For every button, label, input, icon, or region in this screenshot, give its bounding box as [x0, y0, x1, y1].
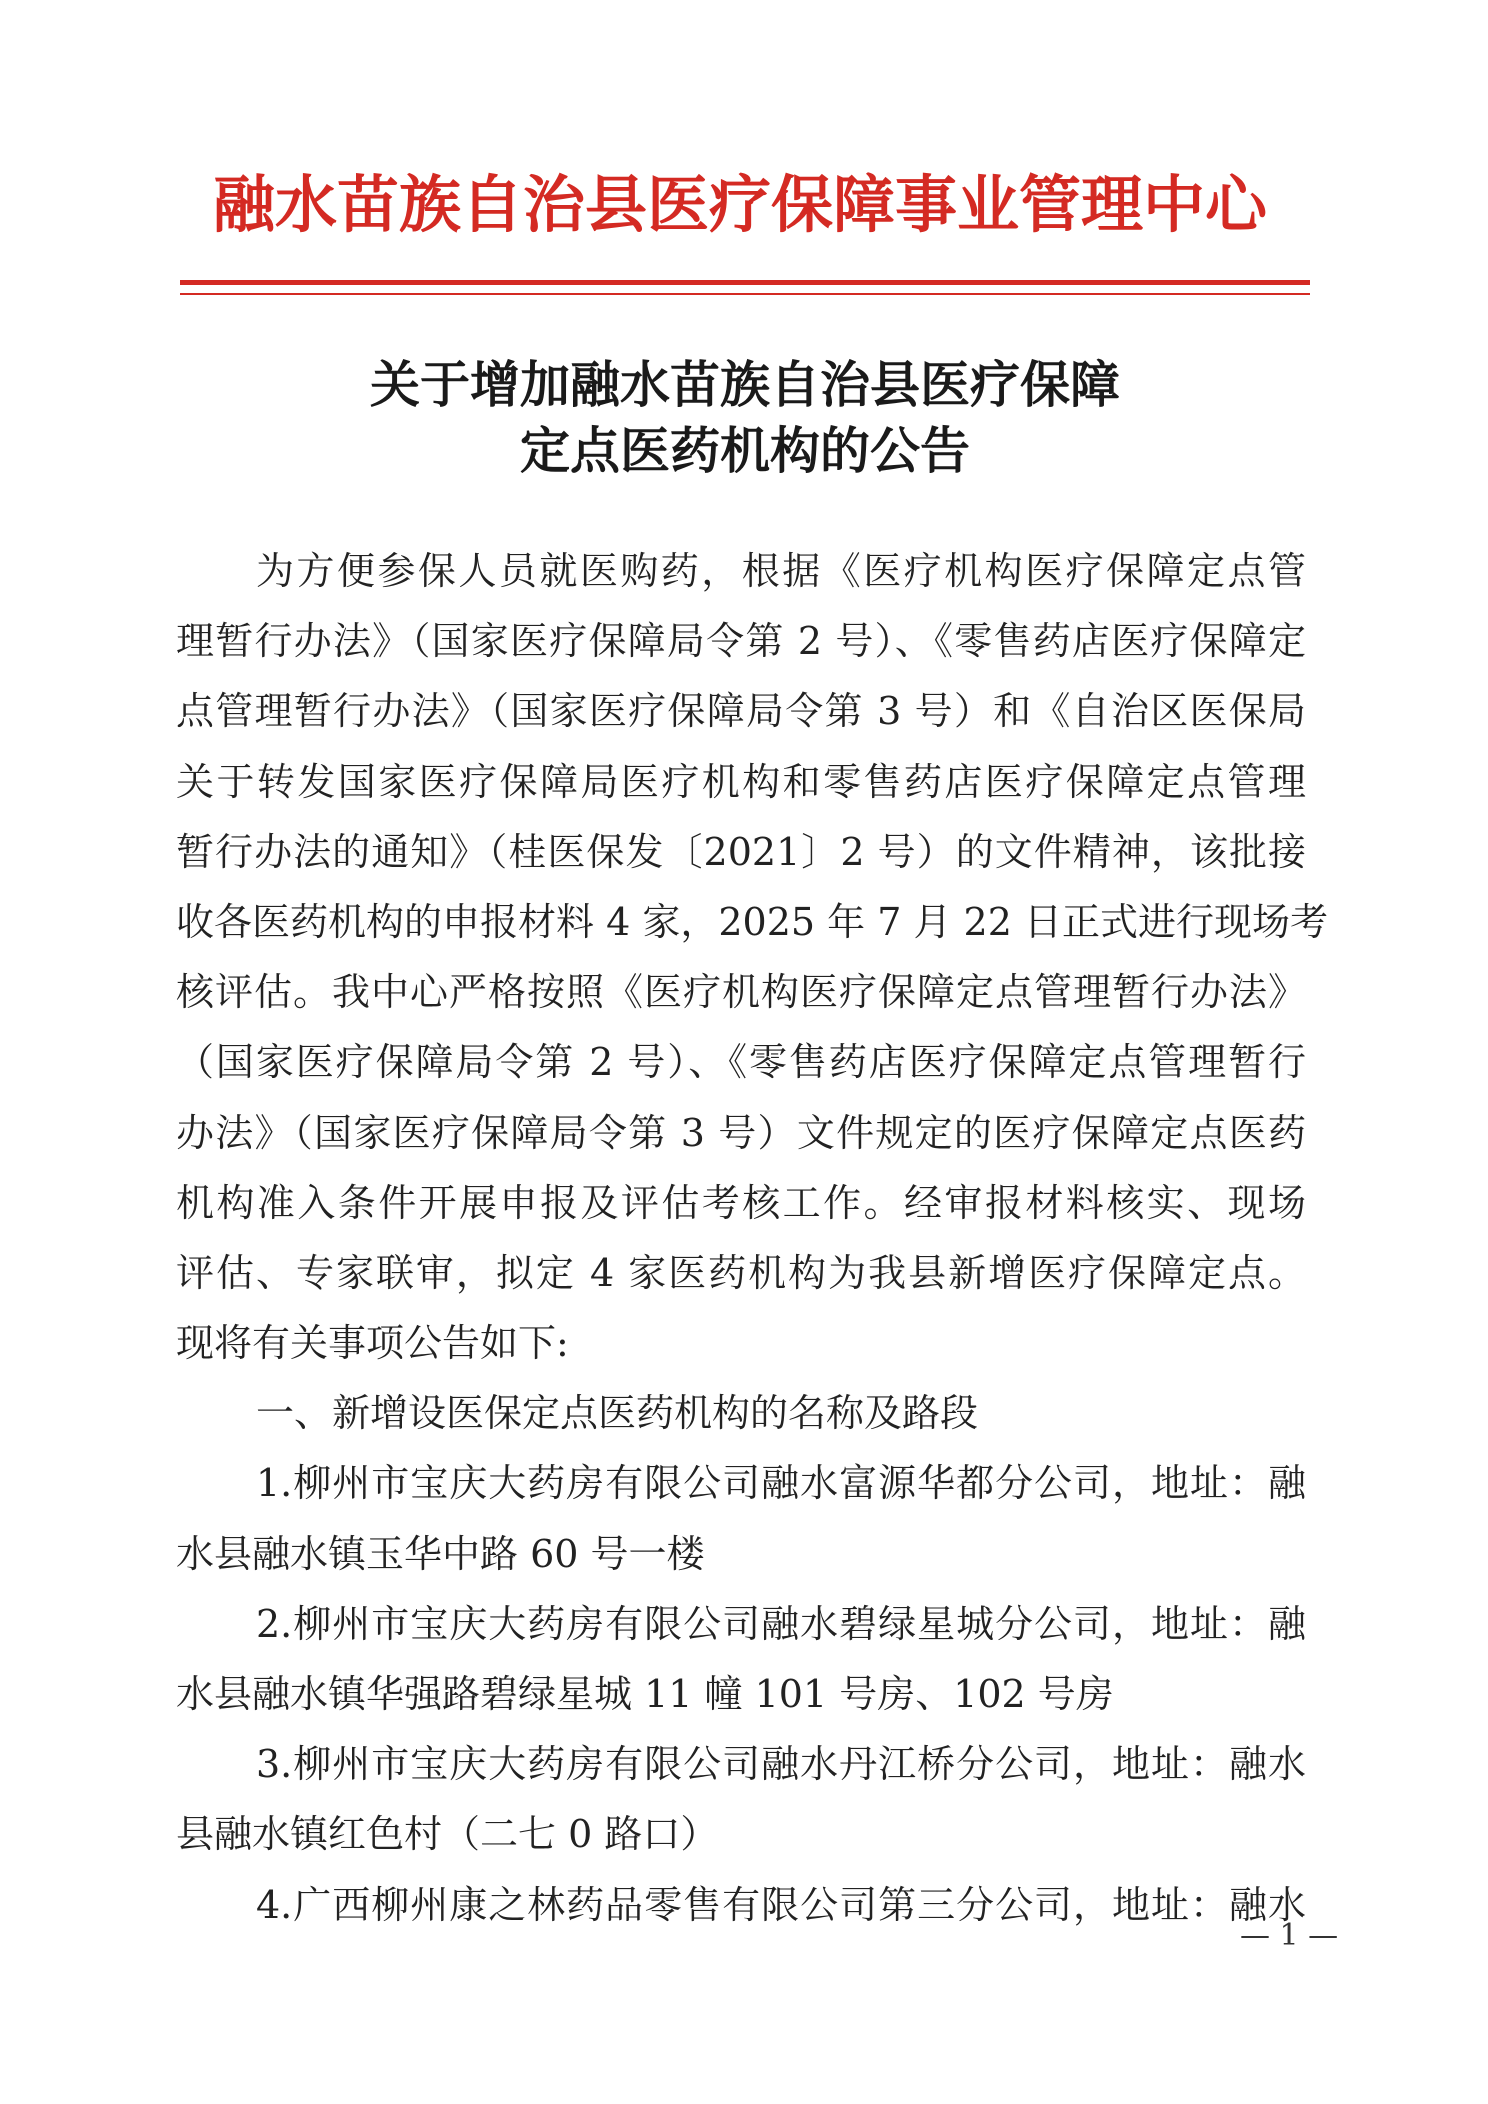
notice-title-line-2: 定点医药机构的公告 — [520, 422, 970, 480]
body-line: 点管理暂行办法》（国家医疗保障局令第 3 号）和《自治区医保局 — [176, 689, 1306, 734]
body-line: 关于转发国家医疗保障局医疗机构和零售药店医疗保障定点管理 — [176, 759, 1306, 804]
list-item: 2.柳州市宝庆大药房有限公司融水碧绿星城分公司，地址：融 — [256, 1601, 1306, 1646]
body-line: 机构准入条件开展申报及评估考核工作。经审报材料核实、现场 — [176, 1180, 1306, 1225]
list-item: 3.柳州市宝庆大药房有限公司融水丹江桥分公司，地址：融水 — [256, 1742, 1306, 1787]
body-line: 收各医药机构的申报材料 4 家，2025 年 7 月 22 日正式进行现场考 — [176, 899, 1328, 944]
list-item-cont: 水县融水镇玉华中路 60 号一楼 — [176, 1531, 705, 1576]
body-line: 为方便参保人员就医购药，根据《医疗机构医疗保障定点管 — [256, 549, 1306, 593]
header-rule-thin — [180, 293, 1310, 295]
org-masthead: 融水苗族自治县医疗保障事业管理中心 — [212, 168, 1267, 241]
body-line: 核评估。我中心严格按照《医疗机构医疗保障定点管理暂行办法》 — [176, 970, 1306, 1015]
body-line: 暂行办法的通知》（桂医保发〔2021〕2 号）的文件精神，该批接 — [176, 829, 1306, 874]
section-heading: 一、新增设医保定点医药机构的名称及路段 — [256, 1391, 979, 1436]
list-item: 1.柳州市宝庆大药房有限公司融水富源华都分公司，地址：融 — [256, 1461, 1306, 1506]
body-line: 现将有关事项公告如下: — [176, 1321, 569, 1366]
body-line: 评估、专家联审，拟定 4 家医药机构为我县新增医疗保障定点。 — [176, 1250, 1306, 1295]
body-line: 办法》（国家医疗保障局令第 3 号）文件规定的医疗保障定点医药 — [176, 1110, 1306, 1155]
list-item-cont: 县融水镇红色村（二七 0 路口） — [176, 1812, 719, 1857]
body-line: （国家医疗保障局令第 2 号）、《零售药店医疗保障定点管理暂行 — [176, 1040, 1306, 1085]
list-item-cont: 水县融水镇华强路碧绿星城 11 幢 101 号房、102 号房 — [176, 1672, 1114, 1716]
body-line: 理暂行办法》（国家医疗保障局令第 2 号）、《零售药店医疗保障定 — [176, 619, 1306, 664]
header-rule-thick — [180, 280, 1310, 285]
notice-body — [176, 536, 1328, 1940]
notice-title-line-1: 关于增加融水苗族自治县医疗保障 — [370, 356, 1120, 414]
page-number: — 1 — — [1240, 1918, 1339, 1953]
list-item: 4.广西柳州康之林药品零售有限公司第三分公司，地址：融水 — [256, 1882, 1306, 1927]
